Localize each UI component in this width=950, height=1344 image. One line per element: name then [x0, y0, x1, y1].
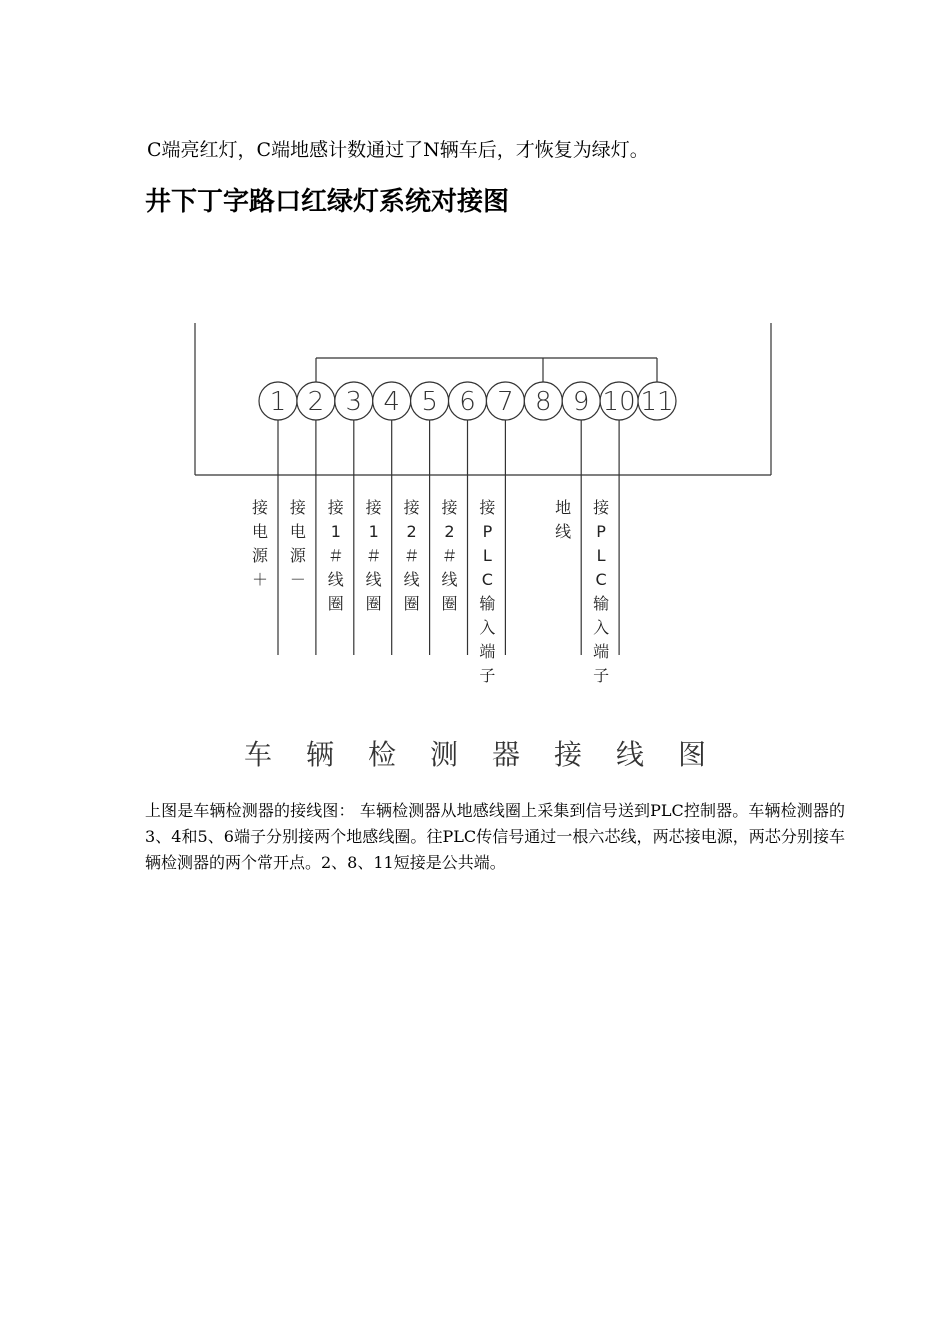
wire-label-3: 接 1 ＃ 线 圈	[327, 498, 344, 613]
terminal-4	[373, 382, 411, 420]
wire-label-6: 接 2 ＃ 线 圈	[441, 498, 458, 613]
terminal-number: 3	[345, 387, 363, 417]
terminal-number: 6	[459, 387, 476, 417]
terminal-number: 7	[497, 387, 514, 417]
terminal-number: 11	[640, 387, 674, 417]
terminal-number: 9	[572, 387, 590, 417]
terminal-10	[600, 382, 638, 420]
terminal-7	[486, 382, 524, 420]
wire-label-5: 接 2 ＃ 线 圈	[403, 498, 420, 613]
terminal-number: 8	[535, 387, 552, 417]
terminal-6	[449, 382, 487, 420]
wire-label-10: 接 P L C 输 入 端 子	[593, 498, 610, 685]
terminal-number: 2	[307, 387, 325, 417]
terminal-8	[524, 382, 562, 420]
terminal-number: 1	[269, 387, 287, 417]
terminal-9	[562, 382, 600, 420]
terminal-number: 4	[383, 387, 400, 417]
wire-label-2: 接 电 源 －	[289, 498, 306, 589]
wire-label-4: 接 1 ＃ 线 圈	[365, 498, 382, 613]
terminal-number: 5	[421, 387, 438, 417]
wire-label-9: 地 线	[555, 498, 572, 541]
section-heading: 井下丁字路口红绿灯系统对接图	[145, 187, 510, 217]
terminal-1	[259, 382, 297, 420]
terminal-11	[638, 382, 676, 420]
terminal-5	[411, 382, 449, 420]
intro-paragraph: C端亮红灯，C端地感计数通过了N辆车后，才恢复为绿灯。	[147, 139, 649, 161]
wire-label-1: 接 电 源 ＋	[251, 498, 268, 589]
terminal-2	[297, 382, 335, 420]
common-bus	[316, 358, 657, 382]
terminal-number: 10	[602, 387, 636, 417]
wire-label-7: 接 P L C 输 入 端 子	[479, 498, 496, 685]
explanation-paragraph: 上图是车辆检测器的接线图： 车辆检测器从地感线圈上采集到信号送到PLC控制器。车辆检测器的3、4和5、6端子分别接两个地感线圈。往PLC传信号通过一根六芯线，两芯接电源，两芯分别接车辆检测器的两个常开点。2、8、11短接是公共端。	[145, 801, 845, 872]
terminal-3	[335, 382, 373, 420]
diagram-caption: 车辆检测器接线图	[243, 738, 740, 771]
